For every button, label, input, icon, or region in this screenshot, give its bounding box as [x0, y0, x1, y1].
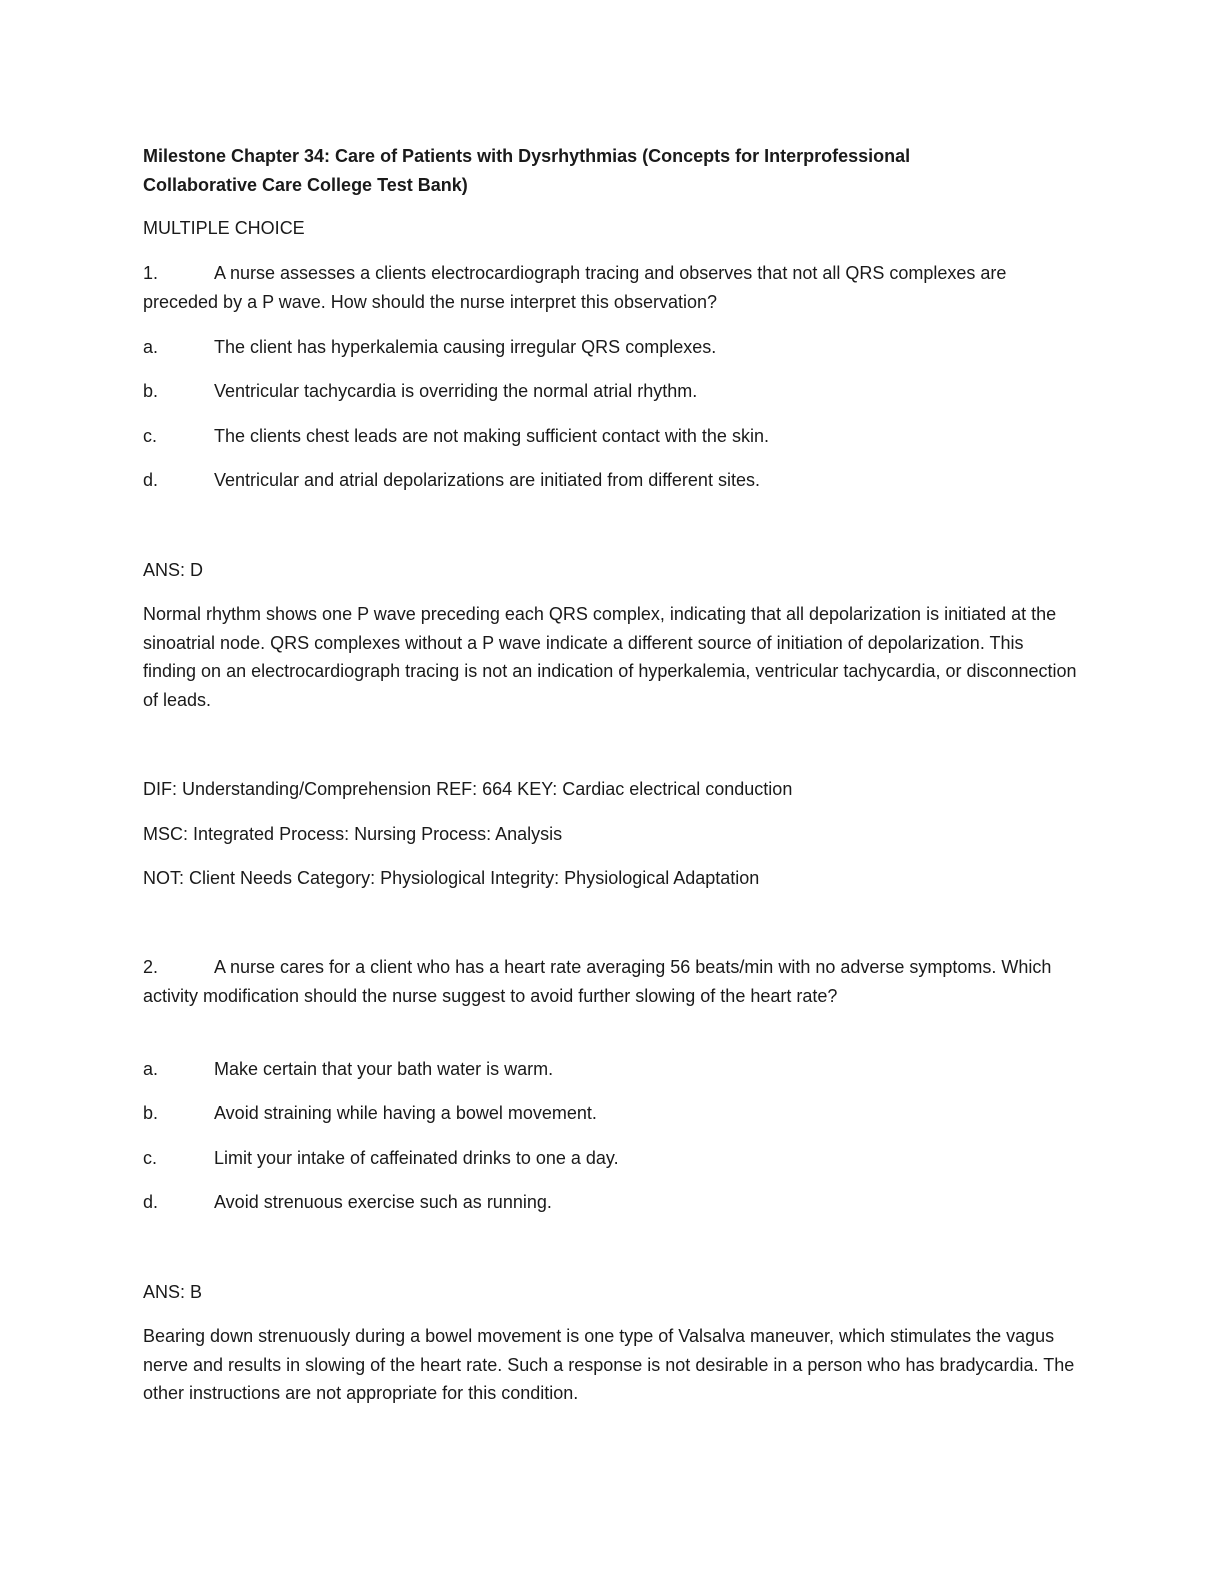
question-2-answer: ANS: B [143, 1282, 203, 1302]
question-1-option-d [143, 466, 1078, 495]
question-2-option-a [143, 1055, 1078, 1084]
option-text: Ventricular tachycardia is overriding the normal atrial rhythm. [214, 381, 698, 401]
question-2-rationale: Bearing down strenuously during a bowel movement is one type of Valsalva maneuver, which stimulates the vagus nerve and results in slowing of the heart rate. Such a response is not desirable in a person who has bradycardia. The other instructions are not appropriate for this condition. [143, 1326, 1075, 1403]
question-1-not: NOT: Client Needs Category: Physiological Integrity: Physiological Adaptation [143, 868, 760, 888]
question-1-msc: MSC: Integrated Process: Nursing Process: Analysis [143, 824, 563, 844]
question-2-option-d [143, 1188, 1078, 1217]
option-text: The clients chest leads are not making sufficient contact with the skin. [214, 426, 769, 446]
option-text: Avoid straining while having a bowel movement. [214, 1103, 597, 1123]
option-letter: b. [143, 1103, 159, 1123]
document-title: Milestone Chapter 34: Care of Patients with Dysrhythmias (Concepts for Interprofessional Collaborative Care College Test Bank) [143, 146, 911, 195]
question-1-option-b [143, 377, 1078, 406]
question-2-option-c [143, 1144, 1078, 1173]
question-1-number: 1. [143, 263, 159, 283]
question-1-stem: A nurse assesses a clients electrocardiograph tracing and observes that not all QRS complexes are preceded by a P wave. How should the nurse interpret this observation? [143, 263, 1007, 312]
question-2 [143, 953, 1078, 1010]
option-letter: c. [143, 1148, 158, 1168]
option-text: The client has hyperkalemia causing irregular QRS complexes. [214, 337, 717, 357]
question-2-number: 2. [143, 957, 159, 977]
option-letter: b. [143, 381, 159, 401]
option-letter: d. [143, 470, 159, 490]
question-1-option-a [143, 333, 1078, 362]
option-text: Ventricular and atrial depolarizations are initiated from different sites. [214, 470, 760, 490]
question-1 [143, 259, 1078, 316]
question-2-option-b [143, 1099, 1078, 1128]
option-letter: c. [143, 426, 158, 446]
question-1-option-c [143, 422, 1078, 451]
option-text: Limit your intake of caffeinated drinks to one a day. [214, 1148, 619, 1168]
question-1-answer: ANS: D [143, 560, 204, 580]
question-1-dif: DIF: Understanding/Comprehension REF: 664 KEY: Cardiac electrical conduction [143, 779, 793, 799]
option-letter: a. [143, 337, 159, 357]
question-1-rationale: Normal rhythm shows one P wave preceding each QRS complex, indicating that all depolarization is initiated at the sinoatrial node. QRS complexes without a P wave indicate a different source of initiation of depolarization. This finding on an electrocardiograph tracing is not an indication of hyperkalemia, ventricular tachycardia, or disconnection of leads. [143, 604, 1077, 710]
option-letter: a. [143, 1059, 159, 1079]
question-2-stem: A nurse cares for a client who has a heart rate averaging 56 beats/min with no adverse symptoms. Which activity modification should the nurse suggest to avoid further slowing of the heart rate? [143, 957, 1052, 1006]
option-text: Make certain that your bath water is warm. [214, 1059, 554, 1079]
option-text: Avoid strenuous exercise such as running. [214, 1192, 552, 1212]
section-label: MULTIPLE CHOICE [143, 218, 305, 238]
option-letter: d. [143, 1192, 159, 1212]
